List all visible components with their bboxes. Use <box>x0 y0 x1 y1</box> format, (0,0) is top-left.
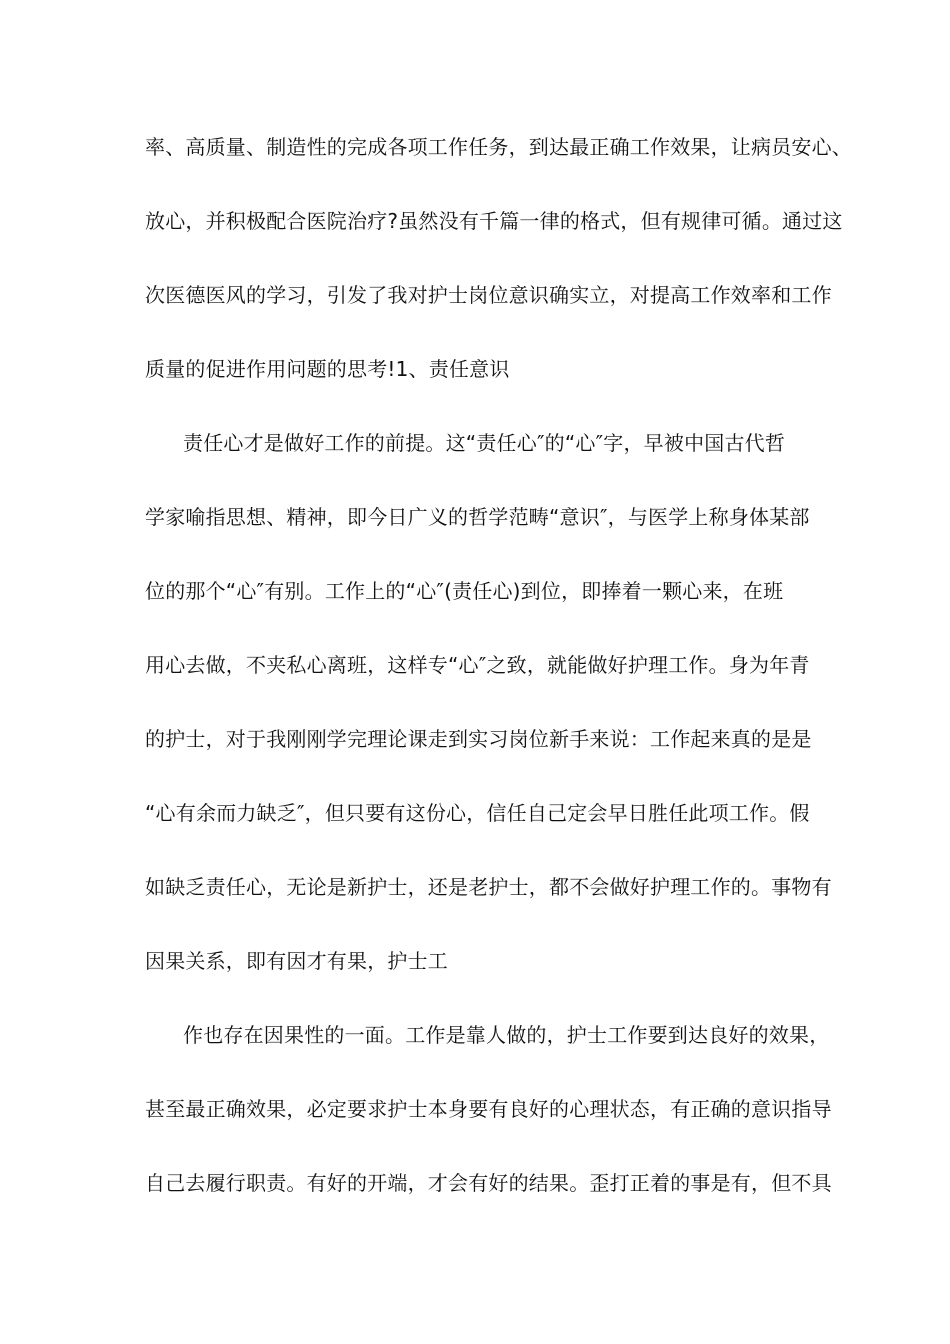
text-line: 质量的促进作用问题的思考!1、责任意识 <box>145 357 510 381</box>
text-line: 用心去做，不夹私心离班，这样专“心″之致，就能做好护理工作。身为年青 <box>145 653 810 677</box>
paragraph-first-line: 责任心才是做好工作的前提。这“责任心″的“心″字，早被中国古代哲 <box>183 431 786 455</box>
text-line: “心有余而力缺乏″，但只要有这份心，信任自己定会早日胜任此项工作。假 <box>145 801 810 825</box>
text-line: 率、高质量、制造性的完成各项工作任务，到达最正确工作效果，让病员安心、 <box>145 135 852 159</box>
text-line: 位的那个“心″有别。工作上的“心″(责任心)到位，即捧着一颗心来，在班 <box>145 579 784 603</box>
text-line: 甚至最正确效果，必定要求护士本身要有良好的心理状态，有正确的意识指导 <box>145 1097 832 1121</box>
text-line: 因果关系，即有因才有果，护士工 <box>145 949 448 973</box>
text-line: 放心，并积极配合医院治疗?虽然没有千篇一律的格式，但有规律可循。通过这 <box>145 209 843 233</box>
text-line: 次医德医风的学习，引发了我对护士岗位意识确实立，对提高工作效率和工作 <box>145 283 832 307</box>
text-line: 如缺乏责任心，无论是新护士，还是老护士，都不会做好护理工作的。事物有 <box>145 875 832 899</box>
text-line: 学家喻指思想、精神，即今日广义的哲学范畴“意识″，与医学上称身体某部 <box>145 505 810 529</box>
body-text <box>145 110 852 1220</box>
text-line: 的护士，对于我刚刚学完理论课走到实习岗位新手来说：工作起来真的是是 <box>145 727 812 751</box>
paragraph-first-line: 作也存在因果性的一面。工作是靠人做的，护士工作要到达良好的效果， <box>183 1023 830 1047</box>
text-line: 自己去履行职责。有好的开端，才会有好的结果。歪打正着的事是有，但不具 <box>145 1171 832 1195</box>
